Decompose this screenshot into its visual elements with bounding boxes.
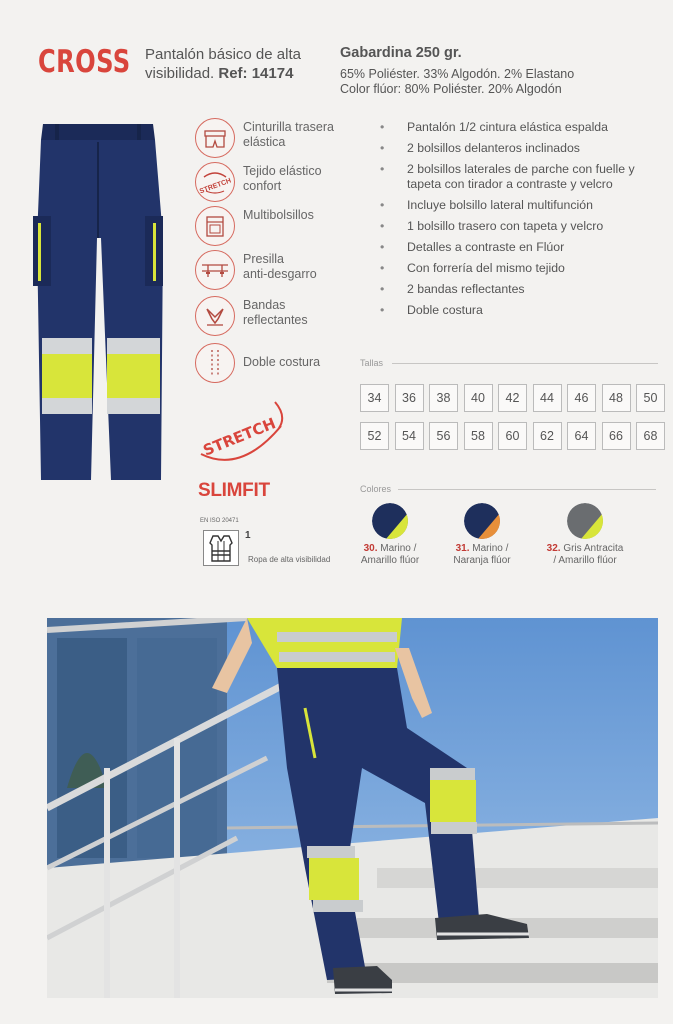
feature-label: Tejido elástico <box>243 164 322 178</box>
sizes-grid <box>360 384 665 450</box>
color-name: Marino / <box>472 543 509 554</box>
feature-label: Presilla <box>243 252 284 266</box>
reflective-bands-icon <box>195 296 235 336</box>
feature-label: anti-desgarro <box>243 267 317 281</box>
fabric-composition: 65% Poliéster. 33% Algodón. 2% Elastano <box>340 67 575 81</box>
feature-double-seam <box>195 343 355 383</box>
fabric-info <box>340 46 574 97</box>
feature-label: Cinturilla trasera <box>243 120 335 134</box>
slimfit-badge: SLIMFIT <box>198 480 270 501</box>
color-label <box>540 543 630 567</box>
list-item: • 2 bolsillos delanteros inclinados <box>378 141 663 156</box>
list-item: • Incluye bolsillo lateral multifunción <box>378 198 663 213</box>
feature-stretch <box>195 162 355 202</box>
feature-label: Multibolsillos <box>243 208 314 222</box>
pockets-icon <box>195 206 235 246</box>
list-item: • Doble costura <box>378 303 663 318</box>
waistband-icon <box>195 118 235 158</box>
product-title-line1: Pantalón básico de alta <box>145 46 301 63</box>
size-box: 38 <box>429 384 458 412</box>
feature-label: reflectantes <box>243 313 308 327</box>
lifestyle-photo <box>47 618 658 998</box>
list-item: • 2 bandas reflectantes <box>378 282 663 297</box>
brand-logo: CROSS <box>38 44 131 80</box>
feature-waistband <box>195 118 355 158</box>
size-box: 66 <box>602 422 631 450</box>
size-box: 40 <box>464 384 493 412</box>
iso-standard: EN ISO 20471 <box>200 518 239 524</box>
feature-label: elástica <box>243 135 286 149</box>
feature-bartack <box>195 250 355 290</box>
iso-description: Ropa de alta visibilidad <box>248 555 331 564</box>
color-label <box>437 543 527 567</box>
product-title-line2: visibilidad. <box>145 65 215 82</box>
feature-label: confort <box>243 179 282 193</box>
size-box: 48 <box>602 384 631 412</box>
size-box: 60 <box>498 422 527 450</box>
color-code: 32. <box>546 543 561 554</box>
colors-label: Colores <box>360 484 392 494</box>
feature-bullets <box>378 120 663 324</box>
list-item: • Con forrería del mismo tejido <box>378 261 663 276</box>
size-box: 62 <box>533 422 562 450</box>
iso-class: 1 <box>245 530 251 541</box>
size-box: 36 <box>395 384 424 412</box>
color-label <box>345 543 435 567</box>
size-box: 58 <box>464 422 493 450</box>
bartack-icon <box>195 250 235 290</box>
feature-pockets <box>195 206 355 246</box>
stretch-fabric-icon <box>195 162 235 202</box>
fluor-composition: Color flúor: 80% Poliéster. 20% Algodón <box>340 82 562 96</box>
list-item: • 1 bolsillo trasero con tapeta y velcro <box>378 219 663 234</box>
size-box: 44 <box>533 384 562 412</box>
color-code: 30. <box>363 543 378 554</box>
product-ref: Ref: 14174 <box>218 65 294 82</box>
size-box: 46 <box>567 384 596 412</box>
svg-text:STRETCH: STRETCH <box>198 177 233 196</box>
size-box: 52 <box>360 422 389 450</box>
trousers-product-image <box>25 118 175 488</box>
double-seam-icon <box>195 343 235 383</box>
size-box: 68 <box>636 422 665 450</box>
size-box: 34 <box>360 384 389 412</box>
divider <box>392 363 658 364</box>
sizes-label: Tallas <box>360 358 384 368</box>
color-swatch <box>464 503 500 539</box>
color-swatch <box>567 503 603 539</box>
product-title <box>145 45 301 83</box>
divider <box>398 489 656 490</box>
color-swatch <box>372 503 408 539</box>
color-name: / Amarillo flúor <box>553 555 617 566</box>
color-name: Naranja flúor <box>453 555 511 566</box>
color-name: Gris Antracita <box>563 543 624 554</box>
fabric-title: Gabardina 250 gr. <box>340 45 462 61</box>
size-box: 42 <box>498 384 527 412</box>
feature-reflective <box>195 296 355 336</box>
feature-label: Doble costura <box>243 355 321 369</box>
color-name: Marino / <box>380 543 417 554</box>
size-box: 56 <box>429 422 458 450</box>
color-name: Amarillo flúor <box>360 555 420 566</box>
feature-label: Bandas <box>243 298 286 312</box>
hi-vis-vest-icon <box>203 530 239 566</box>
list-item: • Detalles a contraste en Flúor <box>378 240 663 255</box>
size-box: 64 <box>567 422 596 450</box>
size-box: 50 <box>636 384 665 412</box>
list-item: • 2 bolsillos laterales de parche con fuelle y tapeta con tirador a contraste y velcro <box>378 162 663 192</box>
color-code: 31. <box>455 543 470 554</box>
size-box: 54 <box>395 422 424 450</box>
stretch-badge <box>195 396 287 468</box>
stretch-text: STRETCH <box>200 414 279 460</box>
list-item: • Pantalón 1/2 cintura elástica espalda <box>378 120 663 135</box>
